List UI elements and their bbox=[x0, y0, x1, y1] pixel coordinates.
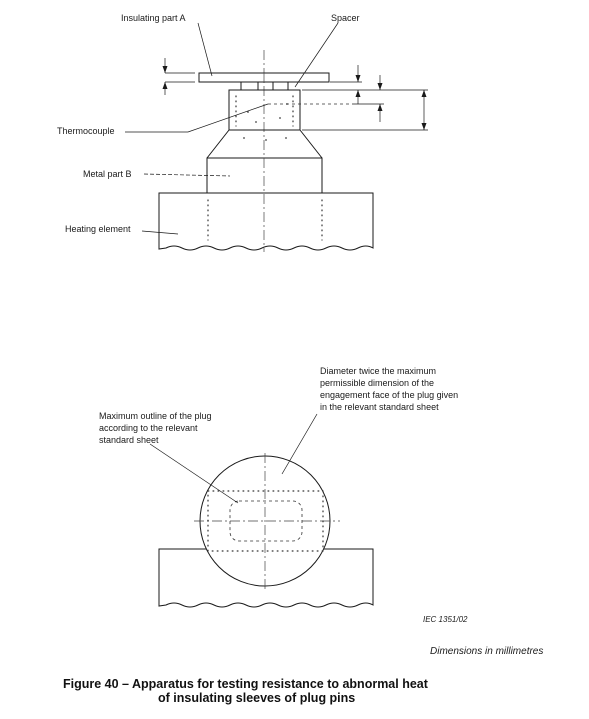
figure-caption-line1: Figure 40 – Apparatus for testing resistance to abnormal heat bbox=[63, 677, 428, 691]
plan-view bbox=[99, 366, 458, 607]
note-outline-3: standard sheet bbox=[99, 435, 159, 445]
leader-insulating-a bbox=[198, 23, 212, 76]
units-note: Dimensions in millimetres bbox=[430, 646, 544, 657]
side-view bbox=[57, 13, 428, 252]
metal-part-b bbox=[207, 158, 322, 193]
note-diameter-3: engagement face of the plug given bbox=[320, 390, 459, 400]
note-diameter-2: permissible dimension of the bbox=[320, 378, 435, 388]
note-outline-2: according to the relevant bbox=[99, 423, 198, 433]
leader-thermocouple bbox=[188, 104, 268, 132]
label-metal-part-b: Metal part B bbox=[83, 169, 132, 179]
leader-diameter bbox=[282, 414, 317, 474]
heating-element-block bbox=[159, 193, 373, 250]
figure-caption-line2: of insulating sleeves of plug pins bbox=[158, 691, 356, 705]
label-heating-element: Heating element bbox=[65, 224, 131, 234]
note-diameter-1: Diameter twice the maximum bbox=[320, 366, 437, 376]
label-thermocouple: Thermocouple bbox=[57, 126, 115, 136]
upper-cylinder bbox=[229, 90, 300, 130]
leader-heating bbox=[142, 231, 178, 234]
iec-reference: IEC 1351/02 bbox=[423, 615, 468, 624]
label-spacer: Spacer bbox=[331, 13, 360, 23]
note-outline-1: Maximum outline of the plug bbox=[99, 411, 212, 421]
note-diameter-4: in the relevant standard sheet bbox=[320, 402, 439, 412]
label-insulating-part-a: Insulating part A bbox=[121, 13, 186, 23]
